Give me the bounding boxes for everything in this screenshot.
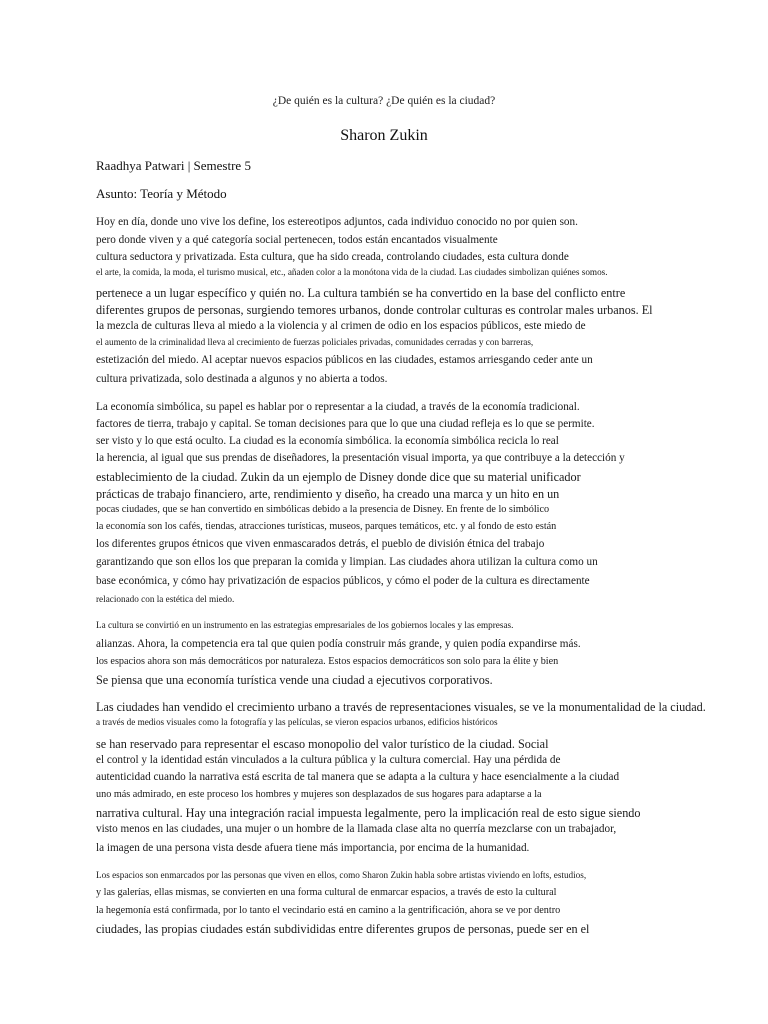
paragraph-4-line-2: a través de medios visuales como la fotografía y las películas, se vieron espacios urbanos, edificios históricos: [96, 717, 498, 727]
paragraph-4-line-1: Las ciudades han vendido el crecimiento urbano a través de representaciones visuales, se ve la monumentalidad de la ciudad.: [96, 700, 706, 714]
paragraph-2-line-12: relacionado con la estética del miedo.: [96, 594, 235, 604]
paragraph-4-line-5: autenticidad cuando la narrativa está escrita de tal manera que se adapta a la cultura y hace esencialmente a la ciudad: [96, 771, 620, 783]
paragraph-4-line-9: la imagen de una persona vista desde afuera tiene más importancia, por encima de la humanidad.: [96, 842, 530, 854]
paragraph-4-line-7: narrativa cultural. Hay una integración racial impuesta legalmente, pero la implicación real de esto sigue siendo: [96, 806, 641, 820]
paragraph-2-line-1: La economía simbólica, su papel es hablar por o representar a la ciudad, a través de la economía tradicional.: [96, 401, 580, 413]
paragraph-2-line-6: prácticas de trabajo financiero, arte, rendimiento y diseño, ha creado una marca y un hito en un: [96, 487, 560, 501]
paragraph-4-line-3: se han reservado para representar el escaso monopolio del valor turístico de la ciudad. Social: [96, 737, 549, 751]
document-title: ¿De quién es la cultura? ¿De quién es la ciudad?: [272, 95, 496, 107]
paragraph-1-line-1: Hoy en día, donde uno vive los define, los estereotipos adjuntos, cada individuo conocido no por quien son.: [96, 216, 578, 228]
paragraph-2-line-10: garantizando que son ellos los que preparan la comida y limpian. Las ciudades ahora utilizan la cultura como un: [96, 556, 598, 568]
paragraph-5-line-3: la hegemonía está confirmada, por lo tanto el vecindario está en camino a la gentrificación, ahora se ve por dentro: [96, 905, 561, 916]
paragraph-5-line-4: ciudades, las propias ciudades están subdivididas entre diferentes grupos de personas, puede ser en el: [96, 922, 590, 936]
paragraph-4-line-8: visto menos en las ciudades, una mujer o un hombre de la llamada clase alta no querría mezclarse con un trabajador,: [96, 823, 617, 835]
paragraph-2-line-4: la herencia, al igual que sus prendas de diseñadores, la presentación visual importa, ya que contribuye a la detección y: [96, 452, 625, 464]
student-line: Raadhya Patwari | Semestre 5: [96, 158, 251, 173]
author-name: Sharon Zukin: [340, 127, 428, 144]
paragraph-5-line-1: Los espacios son enmarcados por las personas que viven en ellos, como Sharon Zukin habla sobre artistas viviendo en lofts, estudios,: [96, 870, 587, 880]
paragraph-2-line-7: pocas ciudades, que se han convertido en simbólicas debido a la presencia de Disney. En frente de lo simbólico: [96, 504, 550, 515]
paragraph-2-line-2: factores de tierra, trabajo y capital. Se toman decisiones para que lo que una ciudad refleja es lo que se permite.: [96, 418, 595, 430]
paragraph-3-line-3: los espacios ahora son más democráticos por naturaleza. Estos espacios democráticos son solo para la élite y bien: [96, 656, 559, 667]
paragraph-4-line-6: uno más admirado, en este proceso los hombres y mujeres son desplazados de sus hogares para adaptarse a la: [96, 789, 542, 800]
paragraph-5-line-2: y las galerías, ellas mismas, se convierten en una forma cultural de enmarcar espacios, a través de esto la cultural: [96, 887, 557, 898]
paragraph-2-line-9: los diferentes grupos étnicos que viven enmascarados detrás, el pueblo de división étnica del trabajo: [96, 538, 545, 550]
paragraph-1-line-10: cultura privatizada, solo destinada a algunos y no abierta a todos.: [96, 373, 388, 385]
paragraph-3-line-1: La cultura se convirtió en un instrumento en las estrategias empresariales de los gobiernos locales y las empresas.: [96, 620, 514, 630]
paragraph-2-line-11: base económica, y cómo hay privatización de espacios públicos, y cómo el poder de la cultura es directamente: [96, 575, 590, 587]
paragraph-1-line-9: estetización del miedo. Al aceptar nuevos espacios públicos en las ciudades, estamos arriesgando ceder ante un: [96, 354, 593, 366]
paragraph-1-line-5: pertenece a un lugar específico y quién no. La cultura también se ha convertido en la base del conflicto entre: [96, 286, 626, 300]
subject-line: Asunto: Teoría y Método: [96, 186, 227, 201]
paragraph-2-line-5: establecimiento de la ciudad. Zukin da un ejemplo de Disney donde dice que su material unificador: [96, 470, 581, 484]
paragraph-1-line-3: cultura seductora y privatizada. Esta cultura, que ha sido creada, controlando ciudades, esta cultura donde: [96, 251, 569, 263]
paragraph-4-line-4: el control y la identidad están vinculados a la cultura pública y la cultura comercial. Hay una pérdida de: [96, 754, 561, 766]
paragraph-3-line-4: Se piensa que una economía turística vende una ciudad a ejecutivos corporativos.: [96, 673, 493, 687]
paragraph-1-line-2: pero donde viven y a qué categoría social pertenecen, todos están encantados visualmente: [96, 234, 498, 246]
paragraph-3-line-2: alianzas. Ahora, la competencia era tal que quien podía construir más grande, y quien podía expandirse más.: [96, 638, 581, 650]
paragraph-1-line-7: la mezcla de culturas lleva al miedo a la violencia y al crimen de odio en los espacios públicos, este miedo de: [96, 320, 586, 332]
paragraph-2-line-8: la economía son los cafés, tiendas, atracciones turísticas, museos, parques temáticos, etc. y al fondo de esto están: [96, 521, 557, 532]
paragraph-1-line-8: el aumento de la criminalidad lleva al crecimiento de fuerzas policiales privadas, comunidades cerradas y con barreras,: [96, 337, 534, 347]
paragraph-2-line-3: ser visto y lo que está oculto. La ciudad es la economía simbólica. la economía simbólica recicla lo real: [96, 435, 559, 447]
paragraph-1-line-4: el arte, la comida, la moda, el turismo musical, etc., añaden color a la monótona vida de la ciudad. Las ciudades simbolizan quiénes somos.: [96, 267, 608, 277]
paragraph-1-line-6: diferentes grupos de personas, surgiendo temores urbanos, donde controlar culturas es controlar males urbanos. El: [96, 303, 653, 317]
